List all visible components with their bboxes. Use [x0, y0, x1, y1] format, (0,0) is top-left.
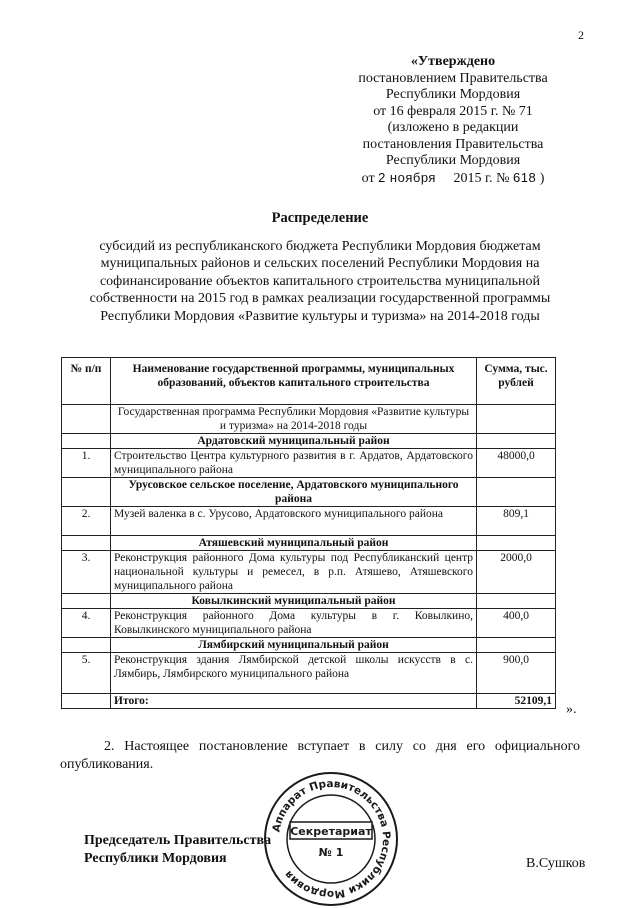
- table-row: [62, 551, 556, 594]
- signatory-position: Председатель Правительства: [84, 833, 272, 848]
- row-sum: 48000,0: [477, 449, 556, 478]
- page-number: 2: [578, 28, 584, 42]
- stamp-center-text: Секретариат: [290, 825, 372, 838]
- section-row: [62, 536, 556, 551]
- header-name: Наименование государственной программы, муниципальных образований, объектов капитального строительства: [111, 358, 477, 405]
- section-row: [62, 434, 556, 449]
- table-row: [62, 609, 556, 638]
- row-name: Реконструкция районного Дома культуры под Республиканский центр национальной культуры и ремесел, в р.п. Атяшево, Атяшевского муниципального района: [111, 551, 477, 594]
- approval-block: [330, 54, 576, 187]
- distribution-table: [61, 357, 556, 709]
- section-row: [62, 478, 556, 507]
- section-row: [62, 638, 556, 653]
- handwritten-number: 618: [512, 169, 537, 185]
- stamp-number-text: № 1: [318, 846, 344, 859]
- approval-line: постановлением Правительства: [358, 70, 548, 86]
- approval-line: Республики Мордовия: [385, 87, 521, 102]
- row-num: 1.: [62, 449, 111, 478]
- section-label: Атяшевский муниципальный район: [111, 536, 477, 551]
- section-label: Лямбирский муниципальный район: [111, 638, 477, 653]
- document-title: Распределение: [271, 210, 369, 226]
- closing-quote: ».: [566, 702, 577, 717]
- program-row: [62, 405, 556, 434]
- table-row: [62, 449, 556, 478]
- approval-heading: «Утверждено: [410, 54, 496, 69]
- signatory-organization: Республики Мордовия: [84, 851, 227, 866]
- row-sum: 2000,0: [477, 551, 556, 594]
- approval-date-line: [330, 170, 576, 188]
- row-num: 4.: [62, 609, 111, 638]
- table-row: [62, 507, 556, 536]
- effective-date-paragraph: 2. Настоящее постановление вступает в силу со дня его официального опубликования.: [60, 739, 580, 772]
- signatory-name: В.Сушков: [526, 856, 586, 871]
- row-num: 5.: [62, 653, 111, 694]
- section-label: Урусовское сельское поселение, Ардатовского муниципального района: [111, 478, 477, 507]
- row-name: Реконструкция районного Дома культуры в г. Ковылкино, Ковылкинского муниципального района: [111, 609, 477, 638]
- table-header-row: [62, 358, 556, 405]
- stamp-ring-text: Аппарат Правительства Республики Мордовия: [270, 777, 393, 901]
- row-name: Музей валенка в с. Урусово, Ардатовского муниципального района: [111, 507, 477, 536]
- total-sum: 52109,1: [477, 694, 556, 709]
- row-sum: 809,1: [477, 507, 556, 536]
- approval-line: от 16 февраля 2015 г. № 71: [373, 103, 533, 119]
- row-sum: 900,0: [477, 653, 556, 694]
- section-label: Ковылкинский муниципальный район: [111, 594, 477, 609]
- approval-close: ): [539, 170, 545, 186]
- official-stamp: [262, 770, 400, 908]
- section-label: Ардатовский муниципальный район: [111, 434, 477, 449]
- header-sum: Сумма, тыс. рублей: [477, 358, 556, 405]
- approval-line: постановления Правительства: [362, 136, 544, 152]
- signatory-title: [84, 832, 271, 868]
- row-num: 3.: [62, 551, 111, 594]
- row-sum: 400,0: [477, 609, 556, 638]
- row-name: Строительство Центра культурного развития в г. Ардатов, Ардатовского муниципального района: [111, 449, 477, 478]
- section-row: [62, 594, 556, 609]
- approval-year: 2015 г. №: [453, 170, 510, 186]
- document-subtitle: субсидий из республиканского бюджета Республики Мордовия бюджетам муниципальных районов и сельских поселений Республики Мордовия на софинансирование объектов капитального строительства муниципальной собственности на 2015 год в рамках реализации государственной программы Республики Мордовия «Развитие культуры и туризма» на 2014-2018 годы: [89, 239, 551, 324]
- total-row: [62, 694, 556, 709]
- handwritten-date: 2 ноября: [378, 169, 436, 185]
- approval-from: от: [361, 170, 375, 186]
- table-row: [62, 653, 556, 694]
- row-name: Реконструкция здания Лямбирской детской школы искусств в с. Лямбирь, Лямбирского муниципального района: [111, 653, 477, 694]
- row-num: 2.: [62, 507, 111, 536]
- approval-line: Республики Мордовия: [385, 153, 521, 168]
- program-name: Государственная программа Республики Мордовия «Развитие культуры и туризма» на 2014-2018 годы: [111, 405, 477, 434]
- header-num: № п/п: [62, 358, 111, 405]
- total-label: Итого:: [111, 694, 477, 709]
- approval-line: (изложено в редакции: [387, 120, 519, 135]
